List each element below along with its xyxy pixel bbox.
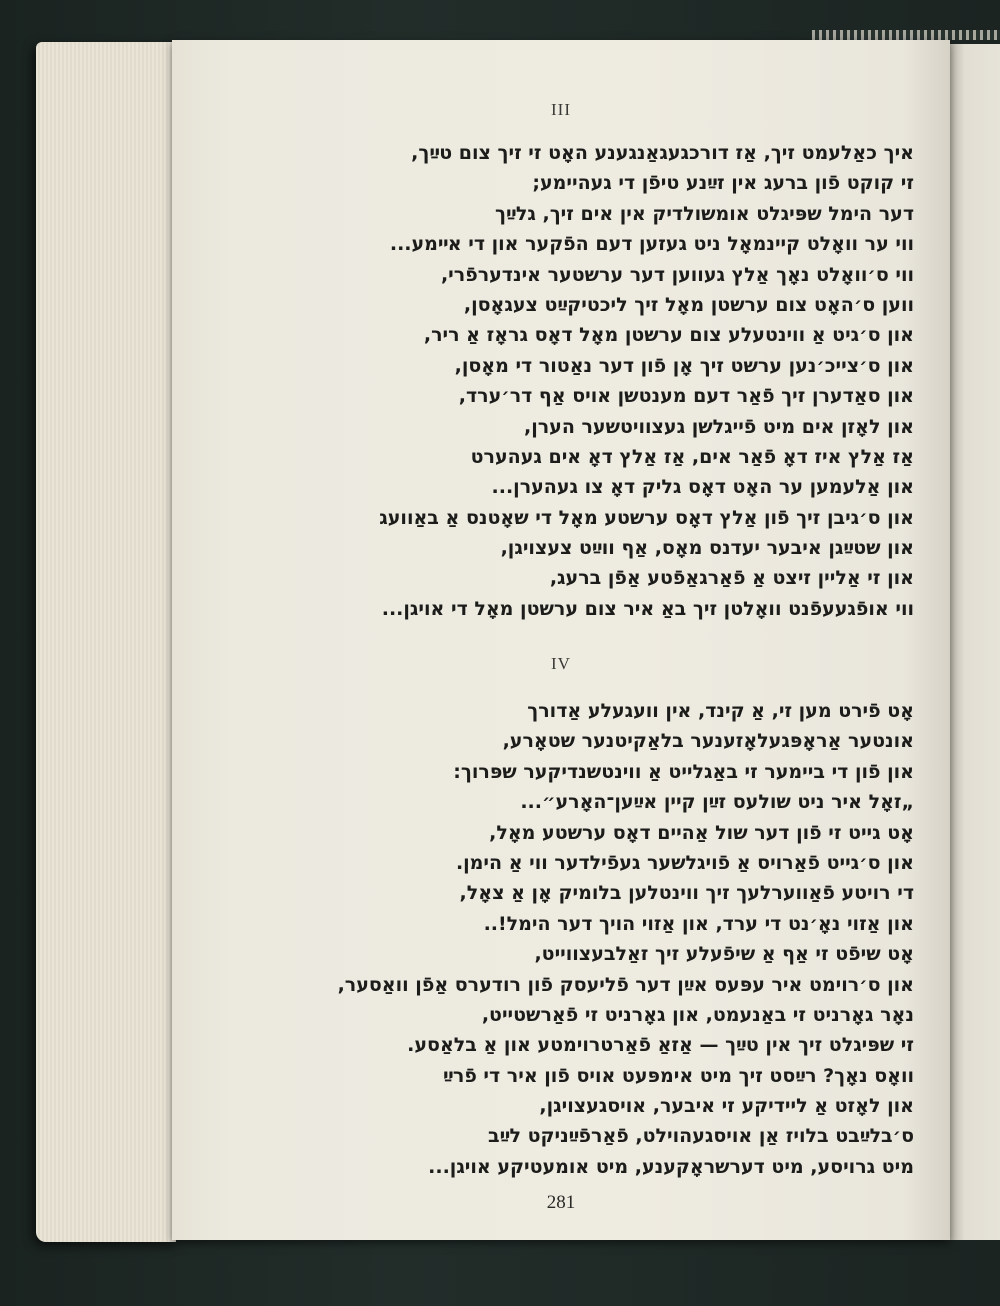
verse-line: זי קוקט פֿון ברעג אין זײַנע טיפֿן די געהיימע; [532,172,914,195]
page-edges [36,42,176,1242]
verse-line: און אַלעמען ער האָט דאָס גליק דאָ צו געהערן... [491,476,914,499]
verse-line: און ס׳גייט פֿאַרויס אַ פֿויגלשער געפֿילדער ווי אַ הימן. [455,851,914,874]
verse-line: איך כאַלעמט זיך, אַז דורכגעגאַנגענע האָט זי זיך צום טײַך, [411,142,914,164]
page-number: 281 [546,1192,576,1213]
verse-line: און ס׳גיבן זיך פֿון אַלץ דאָס ערשטע מאָל די שאָטנס אַ באַוועג [379,506,914,529]
verse-line: און סאַדערן זיך פֿאַר דעם מענטשן אויס אַף דר׳ערד, [458,385,914,408]
verse-line: ווי אופֿגעעפֿנט וואָלטן זיך באַ איר צום ערשטן מאָל די אויגן... [381,597,914,620]
verse-line: און לאָזן אים מיט פֿייגלשן געצוויטשער הערן, [523,415,914,438]
verse-line: ווי ער וואָלט קיינמאָל ניט געזען דעם הפֿקער און די אײמע... [389,233,914,256]
verse-line: ווי ס׳וואָלט נאָך אַלץ געווען דער ערשטער אינדערפֿרי, [440,263,914,286]
verse-line: אונטער אַראָפּגעלאָזענער בלאַקיטנער שטאָרע, [502,730,914,753]
section-heading-four: IV [551,654,571,673]
verse-line: זי שפּיגלט זיך אין טײַך — אַזאַ פֿאַרטרוימטע און אַ בלאַסע. [407,1034,914,1057]
verse-line: וואָס נאָך? רײַסט זיך מיט אימפּעט אויס פֿון איר די פֿרײַ [443,1064,914,1087]
verse-line: און ס׳גיט אַ ווינטעלע צום ערשטן מאָל דאָס גראָז אַ ריר, [423,324,914,347]
verse-line: אַז אַלץ איז דאָ פֿאַר אים, אַז אַלץ דאָ אים געהערט [470,445,914,468]
verse-line: נאָר גאָרניט זי באַנעמט, און גאָרניט זי פֿאַרשטייט, [481,1003,914,1026]
section-heading-three: III [551,100,571,119]
verse-line: ווען ס׳האָט צום ערשטן מאָל זיך ליכטיקײַט צעגאָסן, [463,293,914,316]
verse-line: „זאָל איר ניט שולעס זײַן קיין אײַען־האָרע״... [520,791,914,814]
verse-line: אָט שיפֿט זי אַף אַ שיפֿעלע זיך זאַלבעצווייט, [534,943,914,966]
verse-line: ס׳בלײַבט בלויז אַן אויסגעהוילט, פֿאַרפֿײַניקט לײַב [488,1125,914,1148]
verse-line: אָט פֿירט מען זי, אַ קינד, אין וועגעלע אַדורך [527,700,914,722]
verse-line: אָט גייט זי פֿון דער שול אַהיים דאָס ערשטע מאָל, [489,821,914,844]
verse-line: און ס׳רוימט איר עפּעס אײַן דער פֿליעסק פֿון רודערס אַפֿן וואַסער, [337,973,914,996]
verse-line: און זי אַליין זיצט אַ פֿאַרגאַפֿטע אַפֿן ברעג, [549,567,914,590]
section-three-text [214,138,914,624]
verse-line: דער הימל שפּיגלט אומשולדיק אין אים זיך, גלײַך [495,202,914,225]
next-page-strip [950,44,1000,1240]
verse-line: מיט גרויסע, מיט דערשראָקענע, מיט אומעטיקע אויגן... [428,1155,914,1178]
verse-line: די רויטע פֿאַווערלעך זיך ווינטלען בלומיק אָן אַ צאָל, [459,882,914,905]
verse-line: און ס׳צייכ׳נען ערשט זיך אָן פֿון דער נאַטור די מאָסן, [454,354,914,377]
next-page-edge [812,30,1000,40]
section-four-text [214,696,914,1182]
book-page [172,40,950,1240]
verse-line: און אַזוי נאָ׳נט די ערד, און אַזוי הויך דער הימל!.. [483,912,914,935]
verse-line: און לאָזט אַ ליידיקע זי איבער, אויסגעצויגן, [539,1095,914,1118]
verse-line: און פֿון די ביימער זי באַגלייט אַ ווינטשנדיקער שפּרוך: [453,760,914,783]
verse-line: און שטײַגן איבער יעדנס מאָס, אַף ווײַט צעצויגן, [500,537,914,560]
